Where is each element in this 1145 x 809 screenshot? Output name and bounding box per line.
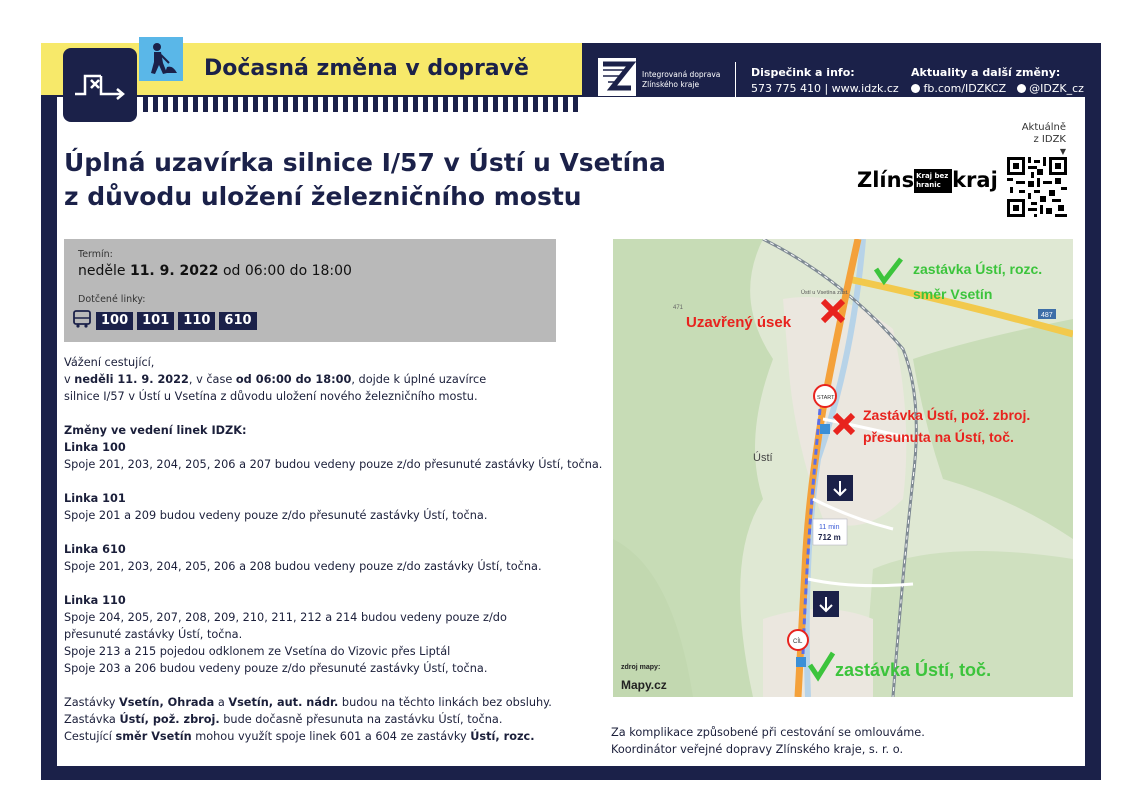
bus-icon bbox=[72, 310, 92, 332]
line-change-text: přesunuté zastávky Ústí, točna. bbox=[64, 628, 243, 641]
detour-icon bbox=[63, 48, 137, 122]
lines-label: Dotčené linky: bbox=[78, 294, 146, 305]
line-change-text: Spoje 201 a 209 budou vedeny pouze z/do přesunuté zastávky Ústí, točna. bbox=[64, 509, 488, 522]
line-heading: Linka 100 bbox=[64, 441, 126, 454]
map-stop-label: Ústí u Vsetína zast. bbox=[801, 290, 849, 296]
facebook-link[interactable]: fb.com/IDZKCZ bbox=[923, 82, 1007, 95]
line-heading: Linka 610 bbox=[64, 543, 126, 556]
qr-code[interactable] bbox=[1007, 157, 1067, 217]
notice-type-title: Dočasná změna v dopravě bbox=[204, 56, 529, 81]
line-badge: 610 bbox=[219, 312, 256, 330]
map-source-label: zdroj mapy: bbox=[621, 664, 661, 671]
idzk-logo bbox=[598, 58, 636, 96]
line-heading: Linka 110 bbox=[64, 594, 126, 607]
twitter-link[interactable]: @IDZK_cz bbox=[1029, 82, 1084, 95]
map-hill-label: 471 bbox=[673, 305, 684, 311]
notice-body bbox=[64, 354, 614, 745]
map-label-moved: přesunuta na Ústí, toč. bbox=[863, 429, 1014, 445]
mapy-logo: Mapy.cz bbox=[621, 678, 667, 692]
line-badge: 100 bbox=[96, 312, 133, 330]
stop-note: Zastávka Ústí, pož. zbroj. bude dočasně přesunuta na zastávku Ústí, točna. bbox=[64, 713, 503, 726]
changes-heading: Změny ve vedení linek IDZK: bbox=[64, 424, 247, 437]
road-number: 487 bbox=[1041, 312, 1053, 319]
facebook-icon bbox=[911, 84, 920, 93]
info-box bbox=[64, 239, 556, 342]
term-value: neděle 11. 9. 2022 od 06:00 do 18:00 bbox=[78, 263, 352, 279]
line-change-text: Spoje 201, 203, 204, 205, 206 a 207 budou vedeny pouze z/do přesunuté zastávky Ústí, točna. bbox=[64, 458, 603, 471]
header-divider bbox=[735, 62, 736, 98]
qr-caption: Aktuálně z IDZK ▼ bbox=[1010, 122, 1066, 158]
twitter-icon bbox=[1017, 84, 1026, 93]
detour-map bbox=[613, 239, 1073, 697]
intro-line: silnice I/57 v Ústí u Vsetína z důvodu uložení nového železničního mostu. bbox=[64, 390, 478, 403]
decorative-stripes bbox=[143, 96, 580, 112]
line-badge: 110 bbox=[178, 312, 215, 330]
line-change-text: Spoje 204, 205, 207, 208, 209, 210, 211, 212 a 214 budou vedeny pouze z/do bbox=[64, 611, 507, 624]
dispatch-contact: 573 775 410 | www.idzk.cz bbox=[751, 82, 899, 95]
map-label-stop-rozc: zastávka Ústí, rozc. bbox=[913, 261, 1043, 277]
line-change-text: Spoje 203 a 206 budou vedeny pouze z/do přesunuté zastávky Ústí, točna. bbox=[64, 662, 488, 675]
line-change-text: Spoje 213 a 215 pojedou odklonem ze Vsetína do Vizovic přes Liptál bbox=[64, 645, 451, 658]
brand-name: Integrovaná doprava Zlínského kraje bbox=[642, 70, 721, 89]
map-finish-label: CÍL bbox=[793, 639, 803, 645]
updates-label: Aktuality a další změny: bbox=[911, 66, 1061, 79]
line-change-text: Spoje 201, 203, 204, 205, 206 a 208 budou vedeny pouze z/do zastávky Ústí, točna. bbox=[64, 560, 542, 573]
map-label-direction: směr Vsetín bbox=[913, 286, 993, 302]
line-heading: Linka 101 bbox=[64, 492, 126, 505]
map-start-label: START bbox=[817, 395, 835, 401]
roadwork-icon bbox=[139, 37, 183, 81]
footer-text: Za komplikace způsobené při cestování se omlouváme. Koordinátor veřejné dopravy Zlínského kraje, s. r. o. bbox=[611, 726, 925, 756]
map-route-distance: 712 m bbox=[818, 533, 841, 542]
dispatch-label: Dispečink a info: bbox=[751, 66, 855, 79]
affected-lines bbox=[72, 310, 257, 332]
zlin-region-logo: Zlíns Kraj bez hranic kraj bbox=[857, 168, 998, 192]
updates-links bbox=[911, 82, 1084, 95]
intro-line: v neděli 11. 9. 2022, v čase od 06:00 do 18:00, dojde k úplné uzavírce bbox=[64, 373, 487, 386]
map-town-label: Ústí bbox=[753, 452, 773, 464]
arrow-down-icon: ▼ bbox=[1059, 147, 1066, 156]
map-route-time: 11 min bbox=[819, 524, 840, 531]
map-label-moved: Zastávka Ústí, pož. zbroj. bbox=[863, 407, 1031, 423]
stop-note: Cestující směr Vsetín mohou využít spoje linek 601 a 604 ze zastávky Ústí, rozc. bbox=[64, 730, 535, 743]
map-label-closed: Uzavřený úsek bbox=[686, 314, 792, 331]
stop-note: Zastávky Vsetín, Ohrada a Vsetín, aut. nádr. budou na těchto linkách bez obsluhy. bbox=[64, 696, 552, 709]
greeting: Vážení cestující, bbox=[64, 356, 155, 369]
term-label: Termín: bbox=[78, 249, 113, 260]
page-title: Úplná uzavírka silnice I/57 v Ústí u Vsetína z důvodu uložení železničního mostu bbox=[64, 148, 666, 211]
line-badge: 101 bbox=[137, 312, 174, 330]
map-label-stop-tocna: zastávka Ústí, toč. bbox=[835, 660, 992, 680]
